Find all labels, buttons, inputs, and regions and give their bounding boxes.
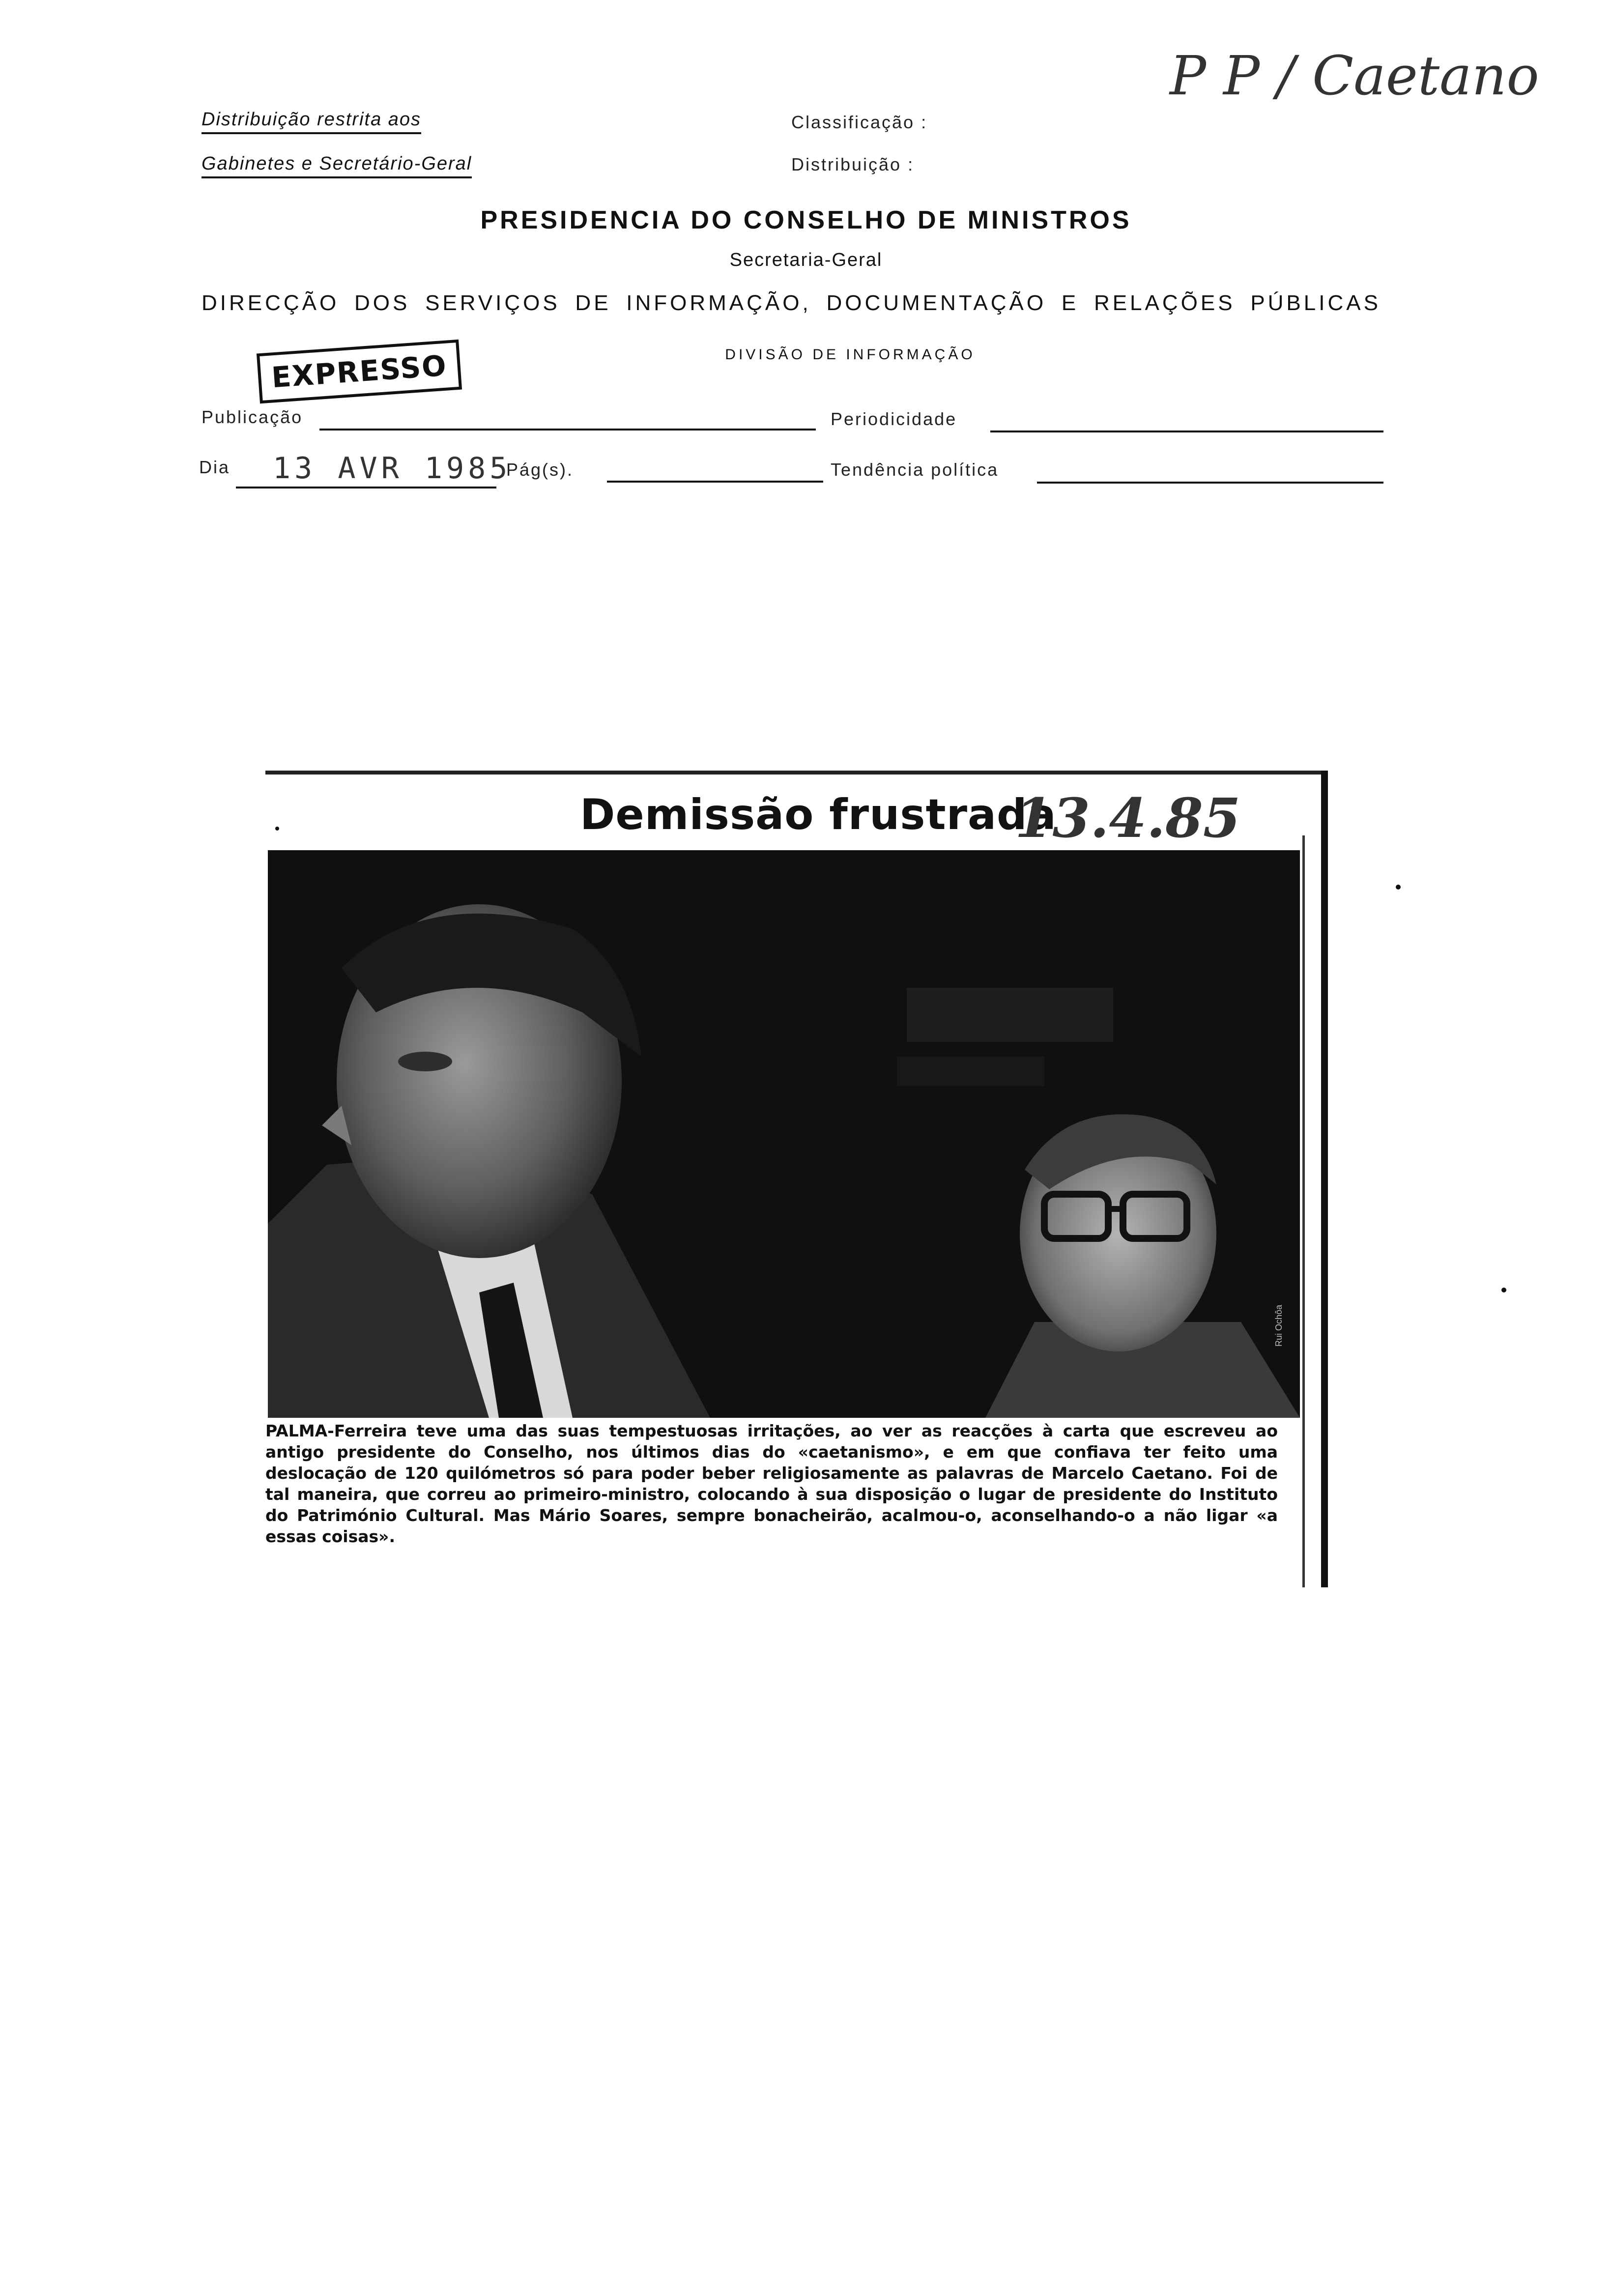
publication-field-line bbox=[319, 429, 816, 430]
direccao-word: DOCUMENTAÇÃO bbox=[826, 291, 1047, 315]
clipping-frame-inner-right bbox=[1302, 835, 1305, 1587]
pages-field-line bbox=[607, 481, 823, 483]
day-value: 13 AVR 1985 bbox=[273, 451, 512, 486]
direccao-line bbox=[202, 291, 1381, 316]
scan-speck bbox=[1501, 1288, 1506, 1292]
distribution-label: Distribuição : bbox=[791, 154, 915, 174]
clipping-headline: Demissão frustrada bbox=[580, 790, 1057, 839]
direccao-word: DE bbox=[575, 291, 611, 315]
handwritten-corner-note: P P / Caetano bbox=[1170, 44, 1539, 107]
news-photo bbox=[268, 850, 1300, 1418]
distribution-note-line2: Gabinetes e Secretário-Geral bbox=[202, 153, 472, 178]
clipping-frame-top bbox=[265, 771, 1327, 775]
division-label: DIVISÃO DE INFORMAÇÃO bbox=[725, 346, 976, 363]
direccao-word: E bbox=[1061, 291, 1079, 315]
direccao-word: DIRECÇÃO bbox=[202, 291, 340, 315]
publication-stamp: EXPRESSO bbox=[257, 340, 462, 403]
political-tendency-field-line bbox=[1037, 482, 1383, 484]
political-tendency-label: Tendência política bbox=[831, 459, 999, 480]
periodicity-label: Periodicidade bbox=[831, 409, 957, 429]
direccao-word: RELAÇÕES bbox=[1094, 291, 1236, 315]
page-title: PRESIDENCIA DO CONSELHO DE MINISTROS bbox=[480, 206, 1132, 234]
publication-label: Publicação bbox=[202, 407, 303, 427]
clipping-frame-right bbox=[1321, 771, 1328, 1587]
clipping-caption: PALMA-Ferreira teve uma das suas tempestuosas irritações, ao ver as reacções à carta que escreveu ao antigo presidente do Conselho, nos últimos dias do «caetanismo», e em que confiava ter feito uma deslocação de 120 quilómetros só para poder beber religiosamente as palavras de Marcelo Caetano. Foi de tal maneira, que correu ao primeiro-ministro, colocando à sua disposição o lugar de presidente do Instituto do Património Cultural. Mas Mário Soares, sempre bonacheirão, acalmou-o, aconselhando-o a não ligar «a essas coisas». bbox=[265, 1421, 1278, 1546]
handwritten-date: 13.4.85 bbox=[1015, 786, 1241, 850]
pages-label: Pág(s). bbox=[506, 459, 574, 480]
classification-label: Classificação : bbox=[791, 112, 928, 132]
direccao-word: INFORMAÇÃO, bbox=[626, 291, 811, 315]
distribution-note-line1: Distribuição restrita aos bbox=[202, 109, 421, 134]
direccao-word: SERVIÇOS bbox=[425, 291, 560, 315]
news-photo-illustration bbox=[268, 850, 1300, 1418]
direccao-word: PÚBLICAS bbox=[1250, 291, 1381, 315]
scan-speck bbox=[1396, 885, 1401, 890]
day-field-line bbox=[236, 487, 496, 488]
page-subtitle: Secretaria-Geral bbox=[729, 250, 883, 270]
scan-speck bbox=[275, 827, 279, 831]
direccao-word: DOS bbox=[354, 291, 410, 315]
day-label: Dia bbox=[199, 457, 230, 477]
photo-credit: Rui Ochôa bbox=[1274, 1304, 1284, 1347]
periodicity-field-line bbox=[990, 430, 1383, 432]
